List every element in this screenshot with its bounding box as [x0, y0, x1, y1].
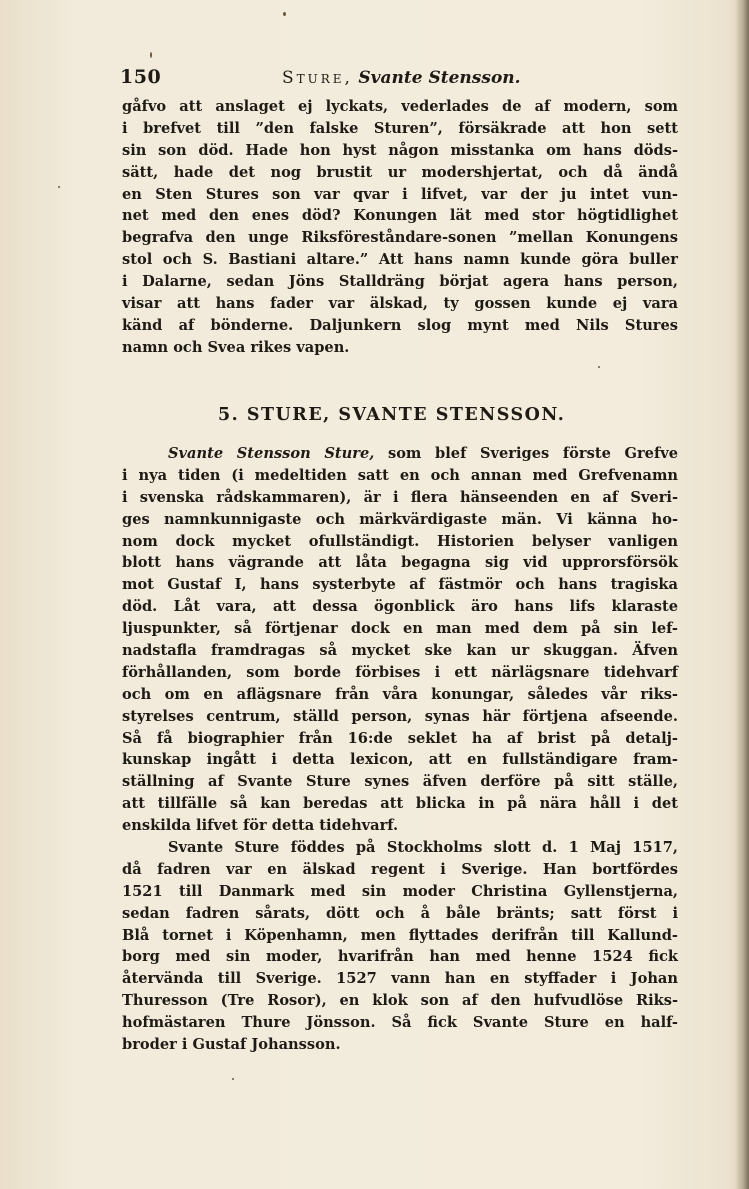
- text-line: nadstafla framdragas så mycket ske kan ur skuggan. Äfven: [122, 642, 678, 660]
- text-line: och om en aflägsnare från våra konungar, således vår riks-: [122, 685, 678, 703]
- text-line: stol och S. Bastiani altare.” Att hans namn kunde göra buller: [122, 251, 678, 269]
- text-line: styrelses centrum, ställd person, synas här förtjena afseende.: [122, 707, 678, 725]
- section-heading: 5. STURE, SVANTE STENSSON.: [218, 405, 566, 425]
- text-line: enskilda lifvet för detta tidehvarf.: [122, 817, 399, 835]
- running-head-name: Sture,: [282, 68, 353, 88]
- text-line: Svante Sture föddes på Stockholms slott d. 1 Maj 1517,: [168, 839, 678, 856]
- text-line: visar att hans fader var älskad, ty gossen kunde ej vara: [122, 295, 678, 313]
- text-line: återvända till Sverige. 1527 vann han en styffader i Johan: [122, 970, 678, 988]
- page-edge-shadow: [735, 0, 749, 1189]
- text-line-lead: [122, 443, 678, 465]
- running-head: [282, 68, 521, 88]
- text-line: ställning af Svante Sture synes äfven derföre på sitt ställe,: [122, 773, 678, 791]
- text-line: mot Gustaf I, hans systerbyte af fästmör och hans tragiska: [122, 576, 678, 594]
- lead-name: Svante Stensson Sture,: [168, 445, 375, 462]
- text-line: kunskap ingått i detta lexicon, att en fullständigare fram-: [122, 751, 678, 769]
- text-line: Blå tornet i Köpenhamn, men flyttades derifrån till Kallund-: [122, 926, 678, 944]
- text-line: begrafva den unge Riksföreståndare-sonen ”mellan Konungens: [122, 229, 678, 247]
- text-line: 1521 till Danmark med sin moder Christina Gyllenstjerna,: [122, 882, 678, 900]
- text-line: förhållanden, som borde förbises i ett närlägsnare tidehvarf: [122, 663, 678, 681]
- paragraph-continued: [122, 96, 678, 359]
- text-line: Thuresson (Tre Rosor), en klok son af den hufvudlöse Riks-: [122, 992, 678, 1010]
- page-header: [120, 66, 680, 94]
- text-line: en Sten Stures son var qvar i lifvet, var der ju intet vun-: [122, 185, 678, 203]
- text-line: hofmästaren Thure Jönsson. Så fick Svante Sture en half-: [122, 1014, 678, 1032]
- text-line: borg med sin moder, hvarifrån han med henne 1524 fick: [122, 948, 678, 966]
- text-line: Så få biographier från 16:de seklet ha af brist på detalj-: [122, 729, 678, 747]
- lead-rest: som blef Sveriges förste Grefve: [374, 445, 678, 462]
- text-line: i brefvet till ”den falske Sturen”, försäkrade att hon sett: [122, 119, 678, 137]
- text-line: känd af bönderne. Daljunkern slog mynt med Nils Stures: [122, 316, 678, 334]
- page-number: 150: [120, 66, 162, 88]
- text-line: gåfvo att anslaget ej lyckats, vederlades de af modern, som: [122, 98, 678, 115]
- text-line: ljuspunkter, så förtjenar dock en man med dem på sin lef-: [122, 620, 678, 638]
- text-line: blott hans vägrande att låta begagna sig vid upprorsförsök: [122, 554, 678, 572]
- running-head-subtitle: Svante Stensson.: [358, 68, 521, 88]
- text-line: i Dalarne, sedan Jöns Stalldräng börjat agera hans person,: [122, 273, 678, 291]
- text-line: död. Låt vara, att dessa ögonblick äro hans lifs klaraste: [122, 598, 678, 616]
- text-line: sedan fadren sårats, dött och å båle bränts; satt först i: [122, 904, 678, 922]
- text-line: då fadren var en älskad regent i Sverige. Han bortfördes: [122, 860, 678, 878]
- text-line: sätt, hade det nog brustit ur modershjertat, och då ändå: [122, 163, 678, 181]
- text-line: broder i Gustaf Johansson.: [122, 1036, 341, 1054]
- text-line: att tillfälle så kan beredas att blicka in på nära håll i det: [122, 795, 678, 813]
- text-line: nom dock mycket ofullständigt. Historien belyser vanligen: [122, 532, 678, 550]
- text-line: i nya tiden (i medeltiden satt en och annan med Grefvenamn: [122, 466, 678, 484]
- paragraph-biography: [122, 837, 678, 1056]
- text-line: i svenska rådskammaren), är i flera hänseenden en af Sveri-: [122, 488, 678, 506]
- text-line: net med den enes död? Konungen lät med stor högtidlighet: [122, 207, 678, 225]
- paragraph-intro: [122, 443, 678, 837]
- text-line: ges namnkunnigaste och märkvärdigaste män. Vi känna ho-: [122, 510, 678, 528]
- text-line: sin son död. Hade hon hyst någon misstanka om hans döds-: [122, 141, 678, 159]
- text-line: namn och Svea rikes vapen.: [122, 338, 350, 356]
